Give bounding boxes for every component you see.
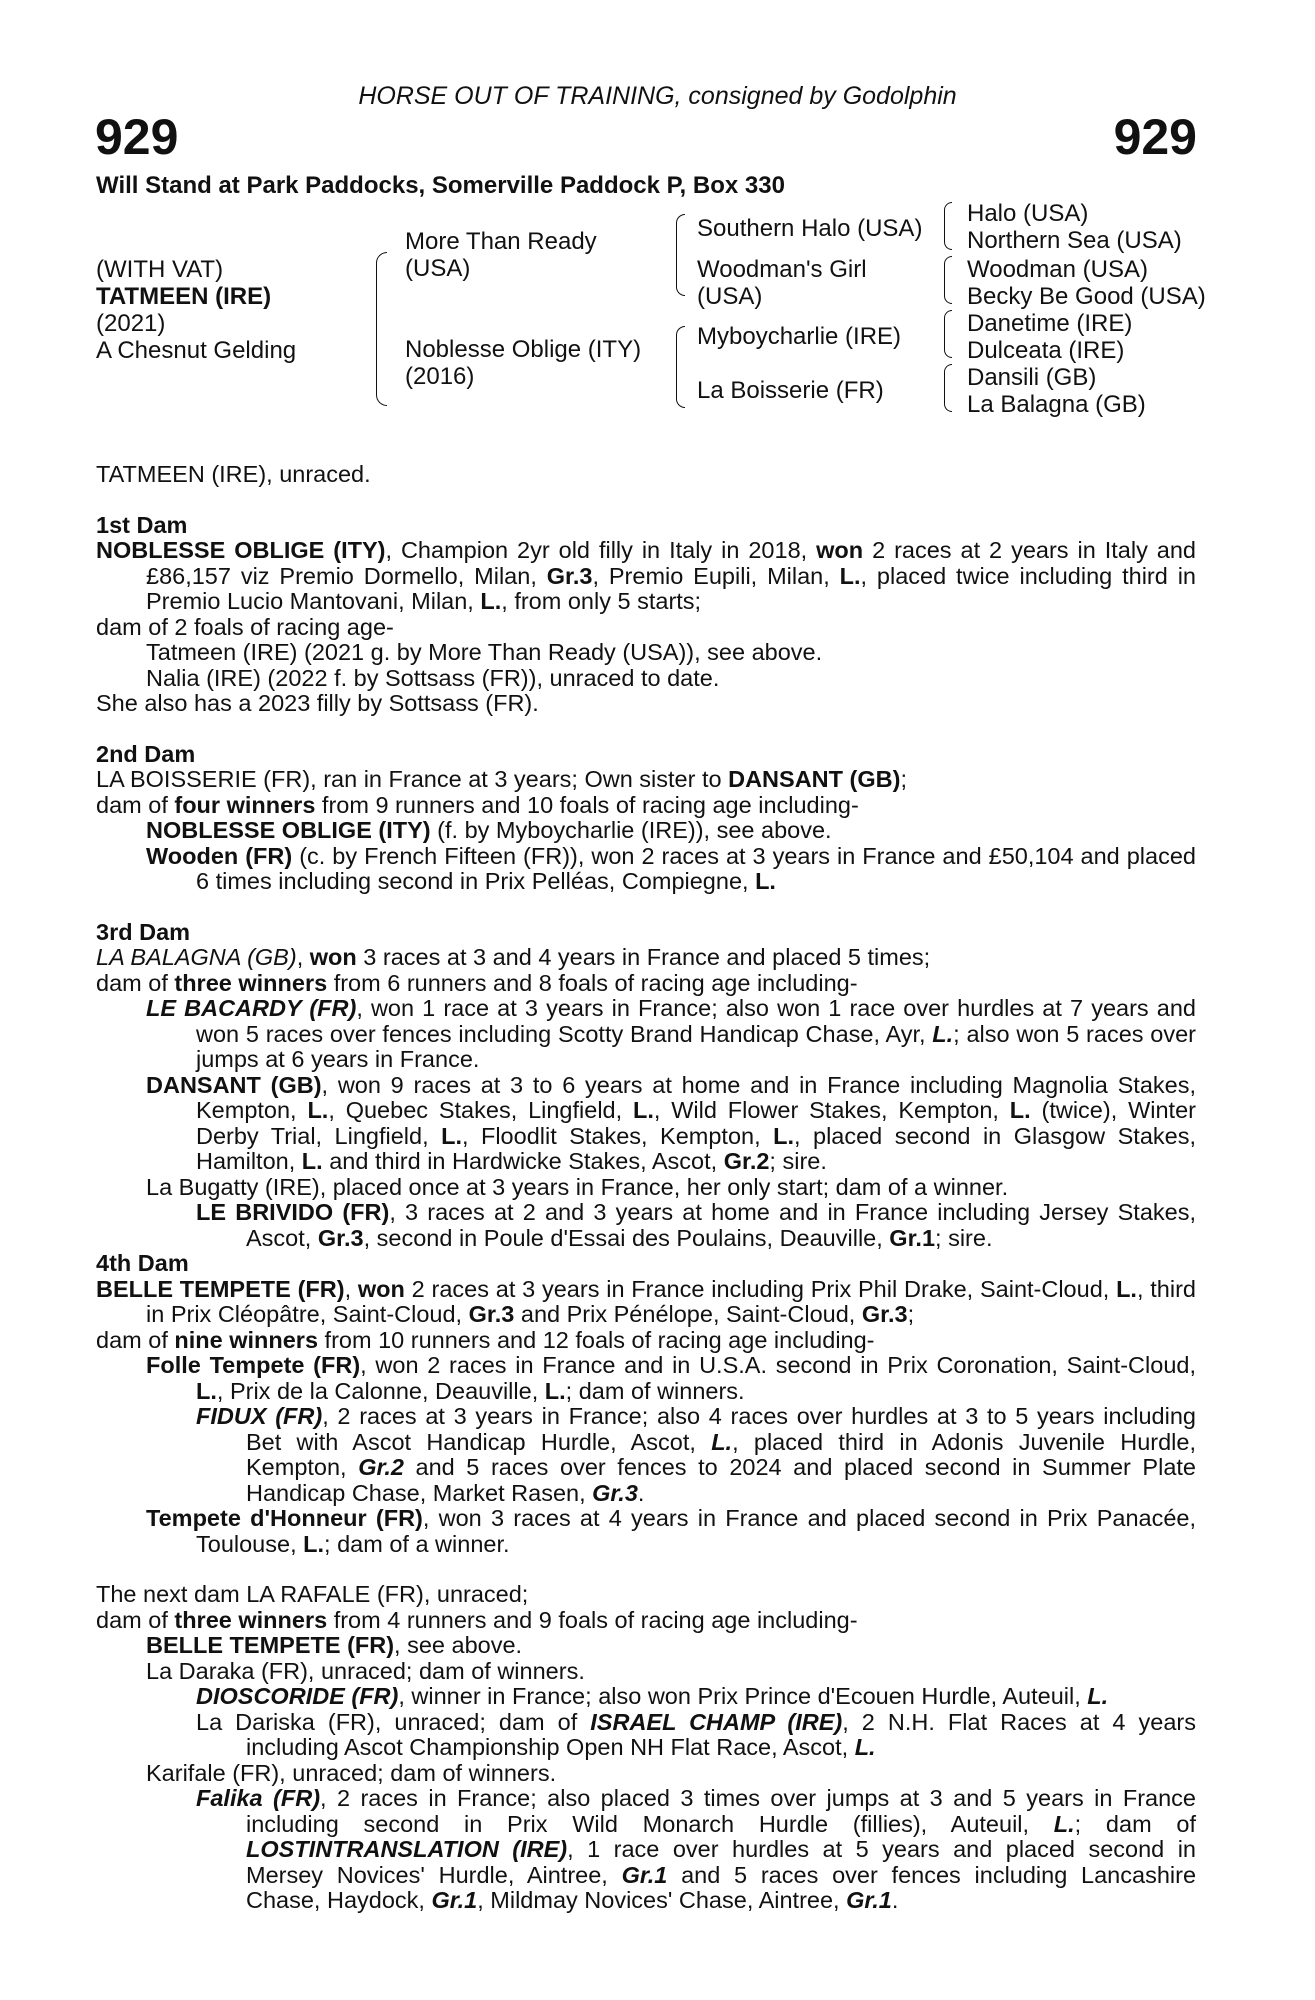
dam-record: LA BOISSERIE (FR), ran in France at 3 years; Own sister to DANSANT (GB); [96, 766, 907, 792]
sire-sire: Southern Halo (USA) [697, 215, 923, 242]
section-heading: 1st Dam [96, 511, 188, 538]
pedigree-brace [944, 202, 952, 250]
produce-entry: Falika (FR), 2 races in France; also placed 3 times over jumps at 3 and 5 years in France including second in Prix Wild Monarch Hurdle (fillies), Auteuil, L.; dam of LOSTINTRANSLATION (IRE), 1 race over hurdles at 5 years and placed second in Mersey Novices' Hurdle, Aintree, Gr.1 and 5 races over fences including Lancashire Chase, Haydock, Gr.1, Mildmay Novices' Chase, Aintree, Gr.1. [196, 1785, 1197, 1913]
section-heading: 3rd Dam [96, 918, 191, 945]
section-heading: 2nd Dam [96, 740, 196, 767]
pedigree-ancestor: Halo (USA) [967, 200, 1089, 227]
produce-entry: DIOSCORIDE (FR), winner in France; also won Prix Prince d'Ecouen Hurdle, Auteuil, L. [196, 1683, 1109, 1709]
foaling-year: (2021) [96, 310, 166, 337]
dam-name: Noblesse Oblige (ITY) [405, 336, 642, 363]
produce-entry: NOBLESSE OBLIGE (ITY) (f. by Myboycharlie (IRE)), see above. [146, 817, 832, 843]
pedigree-ancestor: Woodman (USA) [967, 256, 1148, 283]
catalogue-body [96, 462, 1196, 1914]
pedigree-ancestor: Dulceata (IRE) [967, 337, 1125, 364]
dam-record: BELLE TEMPETE (FR), won 2 races at 3 years in France including Prix Phil Drake, Saint-Cloud, L., third in Prix Cléopâtre, Saint-Cloud, Gr.3 and Prix Pénélope, Saint-Cloud, Gr.3; [96, 1275, 1196, 1327]
produce-entry: La Daraka (FR), unraced; dam of winners. [146, 1657, 585, 1684]
pedigree-brace [944, 310, 952, 358]
section-heading: 4th Dam [96, 1250, 189, 1276]
produce-entry: DANSANT (GB), won 9 races at 3 to 6 years at home and in France including Magnolia Stakes, Kempton, L., Quebec Stakes, Lingfield, L., Wild Flower Stakes, Kempton, L. (twice), Winter Derby Trial, Lingfield, L., Floodlit Stakes, Kempton, L., placed second in Glasgow Stakes, Hamilton, L. and third in Hardwicke Stakes, Ascot, Gr.2; sire. [146, 1071, 1196, 1174]
sire-country: (USA) [405, 255, 471, 282]
dam-sire: Myboycharlie (IRE) [697, 323, 902, 350]
fourth-dam-section [96, 1251, 1196, 1557]
third-dam-section [96, 920, 1196, 1252]
lot-number-left: 929 [95, 109, 179, 165]
stabling-location: Will Stand at Park Paddocks, Somerville Paddock P, Box 330 [96, 172, 785, 199]
pedigree-brace [944, 364, 952, 412]
produce-summary: dam of three winners from 4 runners and 9 foals of racing age including- [96, 1606, 858, 1633]
vat-note: (WITH VAT) [96, 256, 224, 283]
produce-entry: Nalia (IRE) (2022 f. by Sottsass (FR)), unraced to date. [146, 664, 720, 691]
produce-entry: Folle Tempete (FR), won 2 races in France and in U.S.A. second in Prix Coronation, Saint-Cloud, L., Prix de la Calonne, Deauville, L.; dam of winners. [146, 1352, 1196, 1404]
pedigree-brace [944, 256, 952, 304]
dam-year: (2016) [405, 363, 475, 390]
pedigree-brace [676, 214, 685, 296]
produce-entry: La Bugatty (IRE), placed once at 3 years in France, her only start; dam of a winner. [146, 1173, 1009, 1200]
pedigree-ancestor: Dansili (GB) [967, 364, 1097, 391]
second-dam-section [96, 742, 1196, 895]
produce-entry: LE BACARDY (FR), won 1 race at 3 years in France; also won 1 race over hurdles at 7 years and won 5 races over fences including Scotty Brand Handicap Chase, Ayr, L.; also won 5 races over jumps at 6 years in France. [146, 995, 1196, 1072]
produce-entry: LE BRIVIDO (FR), 3 races at 2 and 3 years at home and in France including Jersey Stakes, Ascot, Gr.3, second in Poule d'Essai des Poulains, Deauville, Gr.1; sire. [196, 1199, 1196, 1251]
horse-description: A Chesnut Gelding [96, 337, 297, 364]
produce-entry: La Dariska (FR), unraced; dam of ISRAEL CHAMP (IRE), 2 N.H. Flat Races at 4 years including Ascot Championship Open NH Flat Race, Ascot, L. [196, 1708, 1196, 1760]
produce-summary: dam of three winners from 6 runners and 8 foals of racing age including- [96, 969, 858, 996]
sire-dam-country: (USA) [697, 283, 763, 310]
race-record: TATMEEN (IRE), unraced. [96, 461, 371, 487]
next-dam-section [96, 1582, 1196, 1914]
dam-name: NOBLESSE OBLIGE (ITY) [96, 537, 386, 563]
pedigree-ancestor: Danetime (IRE) [967, 310, 1133, 337]
first-dam-section [96, 513, 1196, 717]
produce-entry: Tempete d'Honneur (FR), won 3 races at 4 years in France and placed second in Prix Panacée, Toulouse, L.; dam of a winner. [146, 1505, 1196, 1557]
produce-summary: dam of 2 foals of racing age- [96, 613, 394, 640]
produce-entry: Wooden (FR) (c. by French Fifteen (FR)), won 2 races at 3 years in France and £50,104 and placed 6 times including second in Prix Pelléas, Compiegne, L. [146, 842, 1196, 894]
sire-dam-name: Woodman's Girl [697, 256, 867, 283]
horse-name: TATMEEN (IRE) [96, 283, 272, 310]
pedigree-brace [676, 326, 685, 408]
sire-name: More Than Ready [405, 228, 597, 255]
lot-number-right: 929 [1113, 109, 1197, 165]
produce-summary: dam of nine winners from 10 runners and 12 foals of racing age including- [96, 1326, 875, 1353]
produce-entry: Tatmeen (IRE) (2021 g. by More Than Ready (USA)), see above. [146, 639, 823, 665]
dam-record: NOBLESSE OBLIGE (ITY), Champion 2yr old filly in Italy in 2018, won 2 races at 2 years in Italy and £86,157 viz Premio Dormello, Milan, Gr.3, Premio Eupili, Milan, L., placed twice including third in Premio Lucio Mantovani, Milan, L., from only 5 starts; [96, 537, 1196, 614]
produce-entry: FIDUX (FR), 2 races at 3 years in France; also 4 races over hurdles at 3 to 5 years including Bet with Ascot Handicap Hurdle, Ascot, L., placed third in Adonis Juvenile Hurdle, Kempton, Gr.2 and 5 races over fences to 2024 and placed second in Summer Plate Handicap Chase, Market Rasen, Gr.3. [196, 1403, 1196, 1506]
produce-entry: Karifale (FR), unraced; dam of winners. [146, 1759, 557, 1786]
pedigree-ancestor: Becky Be Good (USA) [967, 283, 1206, 310]
pedigree-ancestor: Northern Sea (USA) [967, 227, 1182, 254]
dam-dam: La Boisserie (FR) [697, 377, 884, 404]
pedigree-brace [376, 252, 387, 406]
produce-entry: BELLE TEMPETE (FR), see above. [146, 1632, 523, 1658]
dam-record: LA BALAGNA (GB), won 3 races at 3 and 4 years in France and placed 5 times; [96, 944, 931, 970]
produce-summary: dam of four winners from 9 runners and 10 foals of racing age including- [96, 791, 859, 818]
dam-record: The next dam LA RAFALE (FR), unraced; [96, 1581, 529, 1607]
catalogue-header-title: HORSE OUT OF TRAINING, consigned by Godolphin [358, 82, 957, 110]
pedigree-ancestor: La Balagna (GB) [967, 391, 1146, 418]
produce-note: She also has a 2023 filly by Sottsass (FR). [96, 690, 539, 716]
